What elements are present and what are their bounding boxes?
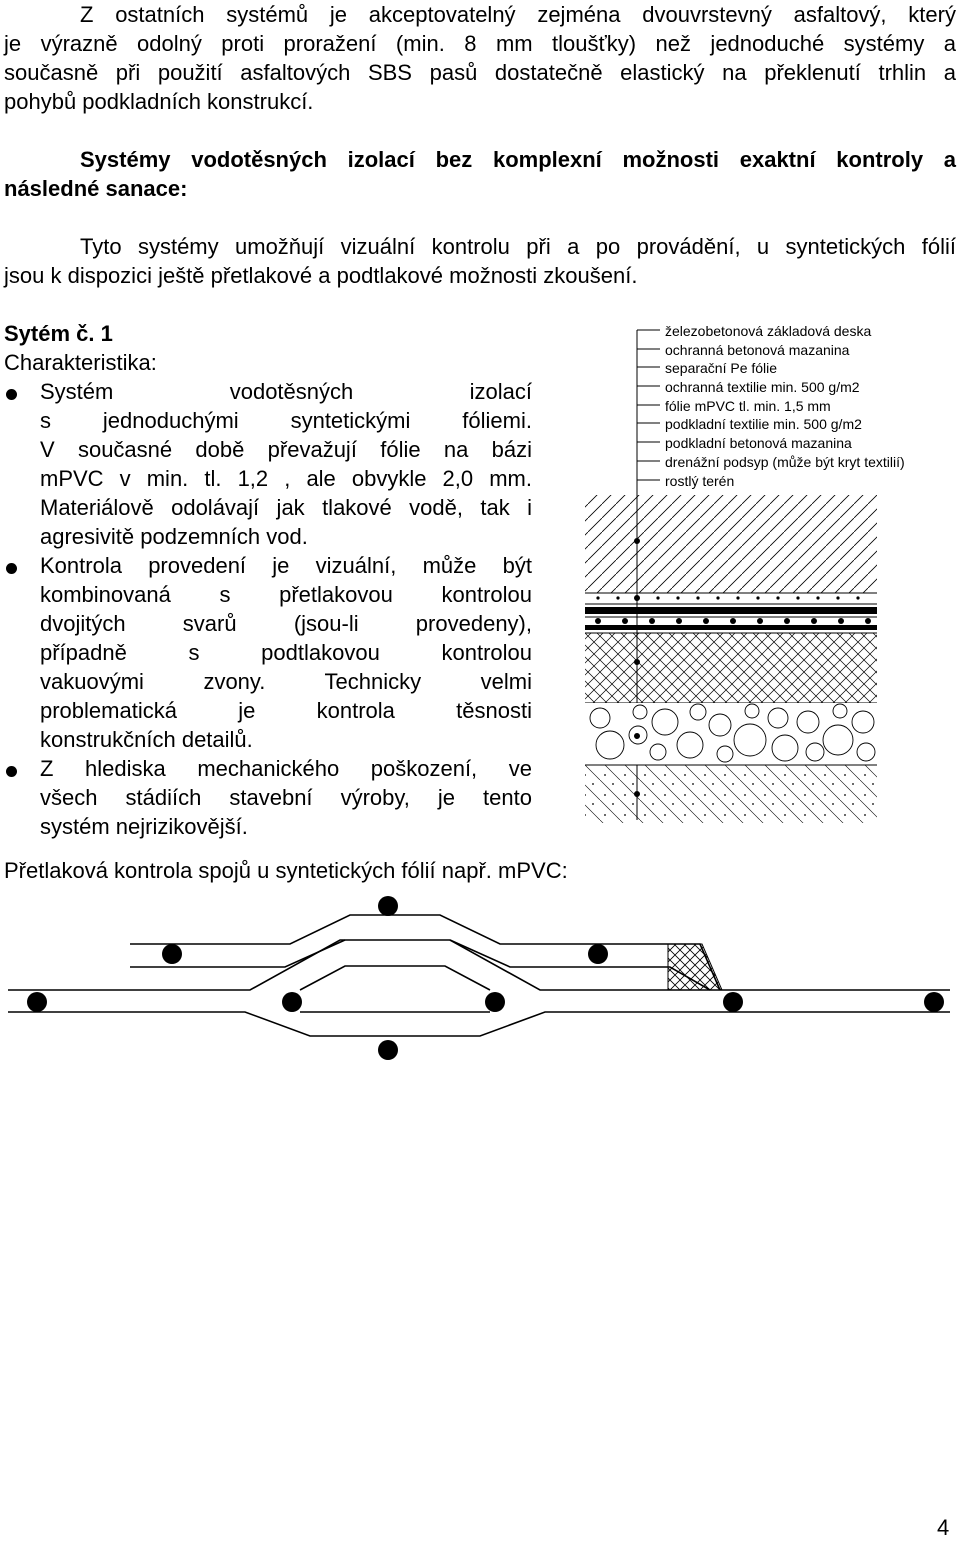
bullet1-line-6: agresivitě podzemních vod. — [40, 524, 308, 549]
layer-label-4: ochranná textilie min. 500 g/m2 — [665, 379, 860, 395]
intro-line-3: současně při použití asfaltových SBS pasů dostatečně elastický na překlenutí trhlin a — [4, 60, 956, 85]
layer-label-9: rostlý terén — [665, 473, 735, 489]
layer-label-1: železobetonová základová deska — [665, 323, 872, 339]
intro-line-1: Z ostatních systémů je akceptovatelný zejména dvouvrstevný asfaltový, který — [80, 2, 956, 27]
bullet1-line-5: Materiálově odolávají jak tlakové vodě, tak i — [40, 495, 532, 520]
bullet2-line-6: problematická je kontrola těsnosti — [40, 698, 532, 723]
layer-label-3: separační Pe fólie — [665, 360, 778, 376]
bullet2-line-3: dvojitých svarů (jsou-li provedeny), — [40, 611, 532, 636]
section-heading-line-2: následné sanace: — [4, 176, 188, 201]
bullet1-line-2: s jednoduchými syntetickými fóliemi. — [40, 408, 532, 433]
para2-line-2: jsou k dispozici ještě přetlakové a podtlakové možnosti zkoušení. — [4, 263, 638, 288]
system-title: Sytém č. 1 — [4, 321, 113, 346]
bullet1-line-4: mPVC v min. tl. 1,2 , ale obvykle 2,0 mm. — [40, 466, 532, 491]
bullet2-line-7: konstrukčních detailů. — [40, 727, 253, 752]
bullet2-line-4: případně s podtlakovou kontrolou — [40, 640, 532, 665]
seam-test-caption: Přetlaková kontrola spojů u syntetických fólií např. mPVC: — [4, 858, 568, 883]
layer-label-5: fólie mPVC tl. min. 1,5 mm — [665, 398, 831, 414]
page-number: 4 — [937, 1515, 950, 1540]
bullet3-line-2: všech stádiích stavební výroby, je tento — [40, 785, 532, 810]
bullet3-line-1: Z hlediska mechanického poškození, ve — [40, 756, 532, 781]
bullet2-line-5: vakuovými zvony. Technicky velmi — [40, 669, 532, 694]
layer-label-6: podkladní textilie min. 500 g/m2 — [665, 416, 862, 432]
layer-label-8: drenážní podsyp (může být kryt textilií) — [665, 454, 905, 470]
bullet2-line-1: Kontrola provedení je vizuální, může být — [40, 553, 532, 578]
bullet3-line-3: systém nejrizikovější. — [40, 814, 248, 839]
layer-label-2: ochranná betonová mazanina — [665, 342, 850, 358]
bullet1-line-1: Systém vodotěsných izolací — [40, 379, 532, 404]
intro-line-2: je výrazně odolný proti proražení (min. 8 mm tloušťky) než jednoduché systémy a — [4, 31, 956, 56]
layer-label-7: podkladní betonová mazanina — [665, 435, 852, 451]
intro-line-4: pohybů podkladních konstrukcí. — [4, 89, 314, 114]
bullet2-line-2: kombinovaná s přetlakovou kontrolou — [40, 582, 532, 607]
para2-line-1: Tyto systémy umožňují vizuální kontrolu při a po provádění, u syntetických fólií — [80, 234, 956, 259]
bullet1-line-3: V současné době převažují fólie na bázi — [40, 437, 532, 462]
system-subtitle: Charakteristika: — [4, 350, 157, 375]
section-heading-line-1: Systémy vodotěsných izolací bez komplexní možnosti exaktní kontroly a — [80, 147, 956, 172]
